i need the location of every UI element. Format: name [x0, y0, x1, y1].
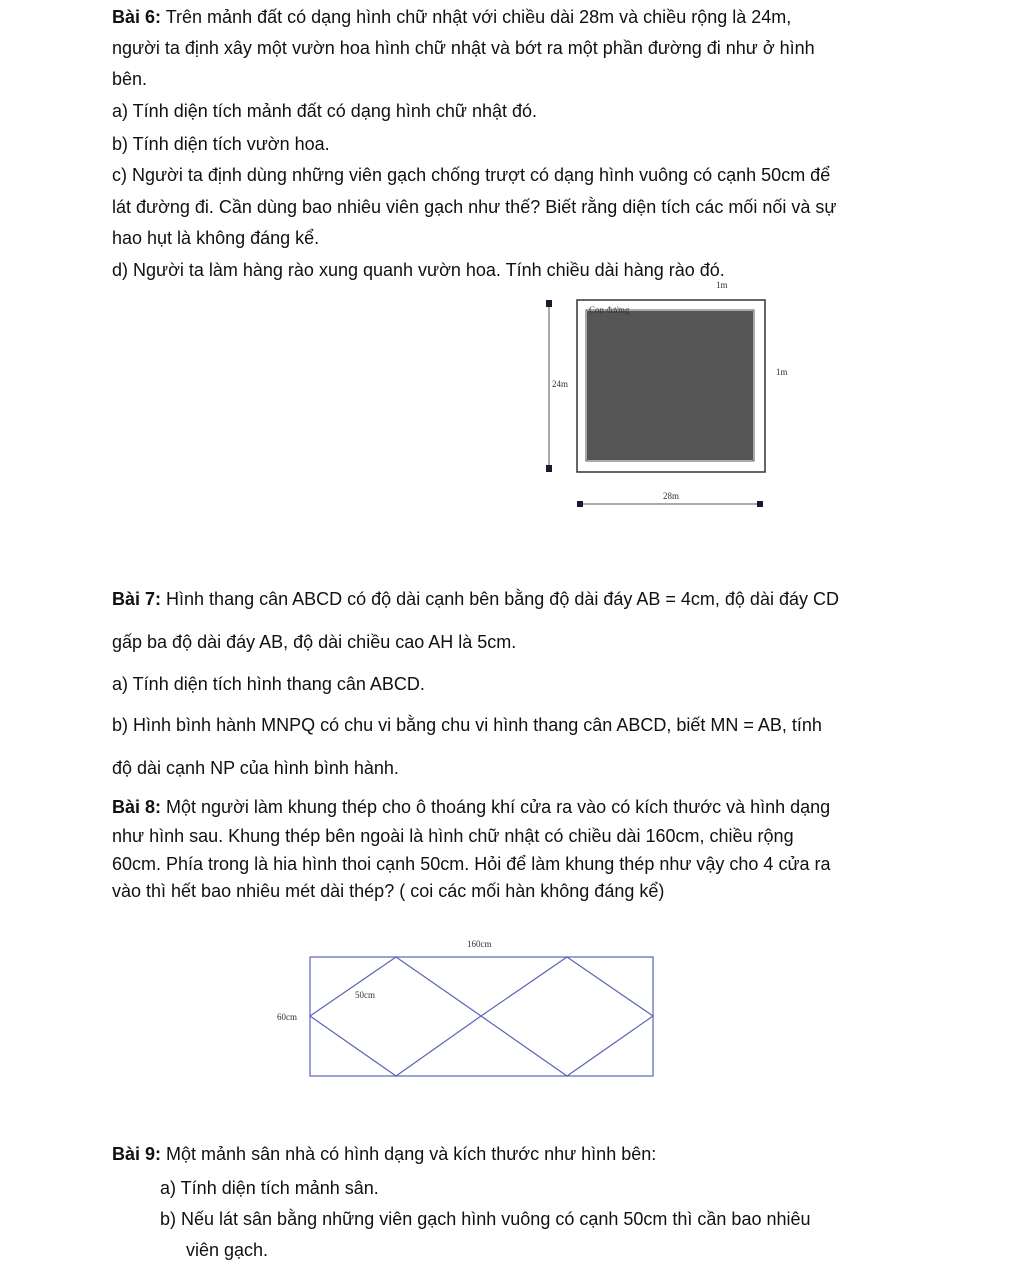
frame-left-label: 60cm: [277, 1012, 297, 1022]
bai7-line-2: gấp ba độ dài đáy AB, độ dài chiều cao AH là 5cm.: [112, 632, 517, 652]
frame-top-label: 160cm: [467, 939, 492, 949]
rhombus-right: [481, 957, 653, 1076]
height-bottom-marker: [546, 465, 552, 472]
garden-height-label: 24m: [552, 379, 569, 389]
bai9-question-a: a) Tính diện tích mảnh sân.: [160, 1178, 379, 1198]
bai6-label: Bài 6:: [112, 7, 162, 27]
bai8-line-2: như hình sau. Khung thép bên ngoài là hình chữ nhật có chiều dài 160cm, chiều rộng: [112, 826, 794, 846]
width-right-marker: [757, 501, 763, 507]
bai8-label: Bài 8:: [112, 797, 162, 817]
bai9-text: Một mảnh sân nhà có hình dạng và kích thước như hình bên:: [161, 1144, 657, 1164]
bai7-question-b: b) Hình bình hành MNPQ có chu vi bằng chu vi hình thang cân ABCD, biết MN = AB, tính: [112, 715, 822, 735]
bai6-question-c: c) Người ta định dùng những viên gạch chống trượt có dạng hình vuông có cạnh 50cm để: [112, 165, 831, 185]
bai7-question-a: a) Tính diện tích hình thang cân ABCD.: [112, 674, 425, 694]
bai8-line-4: vào thì hết bao nhiêu mét dài thép? ( coi các mối hàn không đáng kể): [112, 881, 665, 901]
path-label: Con đường: [589, 305, 630, 315]
garden-width-label: 28m: [663, 491, 680, 501]
bai9-line-1: [112, 1143, 656, 1165]
bai6-line-2: người ta định xây một vườn hoa hình chữ nhật và bớt ra một phần đường đi như ở hình: [112, 38, 815, 58]
bai6-question-a: a) Tính diện tích mảnh đất có dạng hình chữ nhật đó.: [112, 101, 538, 121]
garden-top-label: 1m: [716, 280, 728, 290]
bai6-question-d: d) Người ta làm hàng rào xung quanh vườn hoa. Tính chiều dài hàng rào đó.: [112, 260, 725, 280]
bai6-line-3: bên.: [112, 69, 148, 89]
flower-garden: [587, 311, 753, 460]
bai6-question-c-2: lát đường đi. Cần dùng bao nhiêu viên gạch như thế? Biết rằng diện tích các mối nối và sự: [112, 197, 837, 217]
bai7-question-b-2: độ dài cạnh NP của hình bình hành.: [112, 758, 399, 778]
bai9-question-b-2: viên gạch.: [186, 1240, 269, 1260]
rhombus-left: [310, 957, 481, 1076]
bai6-text: Trên mảnh đất có dạng hình chữ nhật với chiều dài 28m và chiều rộng là 24m,: [161, 7, 792, 27]
bai7-line-1: [112, 588, 839, 610]
bai7-text: Hình thang cân ABCD có độ dài cạnh bên bằng độ dài đáy AB = 4cm, độ dài đáy CD: [161, 589, 839, 609]
garden-figure: [540, 280, 800, 515]
bai8-line-3: 60cm. Phía trong là hia hình thoi cạnh 50cm. Hỏi để làm khung thép như vậy cho 4 cửa ra: [112, 854, 831, 874]
garden-right-label: 1m: [776, 367, 788, 377]
bai7-label: Bài 7:: [112, 589, 162, 609]
bai8-text: Một người làm khung thép cho ô thoáng khí cửa ra vào có kích thước và hình dạng: [161, 797, 831, 817]
steel-frame-figure: [270, 930, 670, 1080]
bai8-line-1: [112, 796, 830, 818]
bai9-label: Bài 9:: [112, 1144, 162, 1164]
bai6-line-1: [112, 6, 791, 28]
frame-side-label: 50cm: [355, 990, 375, 1000]
height-top-marker: [546, 300, 552, 307]
width-left-marker: [577, 501, 583, 507]
bai6-question-b: b) Tính diện tích vườn hoa.: [112, 134, 330, 154]
bai6-question-c-3: hao hụt là không đáng kể.: [112, 228, 320, 248]
bai9-question-b: b) Nếu lát sân bằng những viên gạch hình vuông có cạnh 50cm thì cần bao nhiêu: [160, 1209, 811, 1229]
